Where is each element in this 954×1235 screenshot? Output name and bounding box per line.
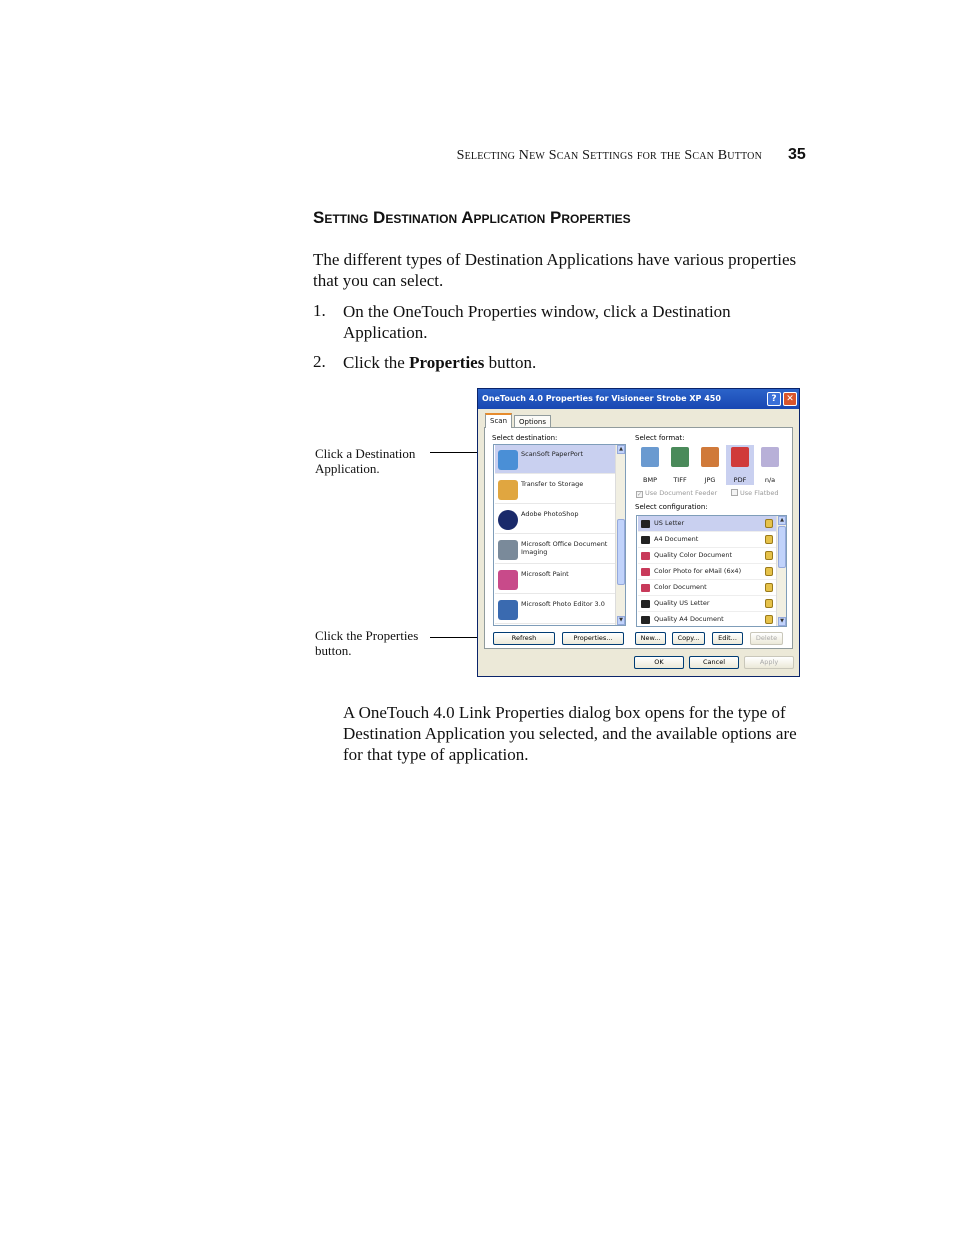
step-1-number: 1.	[313, 301, 326, 320]
use-document-feeder-label: Use Document Feeder	[645, 489, 718, 497]
format-label: BMP	[643, 476, 657, 484]
scanner-icon	[641, 520, 650, 528]
cancel-button[interactable]: Cancel	[689, 656, 739, 669]
lock-icon	[765, 519, 773, 528]
scanner-icon	[641, 616, 650, 624]
lock-icon	[765, 551, 773, 560]
onetouch-properties-dialog	[477, 388, 800, 677]
delete-button[interactable]: Delete	[750, 632, 783, 645]
destination-item[interactable]	[495, 535, 616, 564]
configuration-item[interactable]	[638, 516, 776, 532]
bmp-icon	[641, 447, 659, 467]
close-icon[interactable]: ✕	[783, 392, 797, 406]
scroll-thumb[interactable]	[617, 519, 625, 585]
step-2-number: 2.	[313, 352, 326, 371]
apply-button[interactable]: Apply	[744, 656, 794, 669]
pdf-icon	[731, 447, 749, 467]
select-format-label: Select format:	[635, 434, 685, 442]
configuration-item[interactable]	[638, 580, 776, 596]
page-number: 35	[788, 146, 806, 163]
scroll-up-icon[interactable]: ▲	[617, 445, 625, 454]
configuration-item[interactable]	[638, 548, 776, 564]
scroll-down-icon[interactable]: ▼	[617, 616, 625, 625]
configuration-item[interactable]	[638, 532, 776, 548]
result-paragraph: A OneTouch 4.0 Link Properties dialog box opens for the type of Destination Application you selected, and the available options are for that type of application.	[343, 703, 797, 764]
destination-label: Microsoft Office Document Imaging	[521, 540, 608, 556]
configuration-scrollbar[interactable]	[776, 516, 786, 626]
destination-label: Microsoft Paint	[521, 570, 569, 578]
na-icon	[761, 447, 779, 467]
configuration-label: Color Photo for eMail (6x4)	[654, 567, 742, 575]
paperport-icon	[498, 450, 518, 470]
refresh-button[interactable]: Refresh	[493, 632, 555, 645]
destination-item[interactable]	[495, 475, 616, 504]
callout-properties: Click the Properties button.	[315, 628, 419, 658]
checkbox-checked-icon: ✓	[637, 491, 643, 498]
running-header: Selecting New Scan Settings for the Scan Button	[456, 148, 762, 163]
step-2-text-before: Click the	[343, 353, 410, 372]
format-pdf[interactable]	[726, 445, 754, 485]
select-destination-label: Select destination:	[492, 434, 558, 442]
destination-label: ScanSoft PaperPort	[521, 450, 583, 458]
configuration-label: Quality Color Document	[654, 551, 733, 559]
format-label: n/a	[764, 476, 776, 484]
photo-editor-icon	[498, 600, 518, 620]
ok-button[interactable]: OK	[634, 656, 684, 669]
checkbox-unchecked-icon	[731, 489, 738, 496]
destination-label: Adobe PhotoShop	[521, 510, 579, 518]
lock-icon	[765, 535, 773, 544]
paint-icon	[498, 570, 518, 590]
configuration-item[interactable]	[638, 612, 776, 627]
intro-paragraph: The different types of Destination Applications have various properties that you can select.	[313, 250, 797, 290]
scroll-down-icon[interactable]: ▼	[778, 617, 786, 626]
configuration-label: Quality US Letter	[654, 599, 710, 607]
step-1-text: On the OneTouch Properties window, click a Destination Application.	[343, 302, 731, 342]
configuration-label: A4 Document	[654, 535, 699, 543]
format-bmp[interactable]	[636, 445, 664, 485]
dialog-title: OneTouch 4.0 Properties for Visioneer Strobe XP 450	[478, 389, 799, 409]
tiff-icon	[671, 447, 689, 467]
lock-icon	[765, 567, 773, 576]
scan-panel	[484, 427, 793, 649]
scroll-thumb[interactable]	[778, 526, 786, 568]
format-jpg[interactable]	[696, 445, 724, 485]
step-2-bold: Properties	[409, 353, 485, 372]
storage-icon	[498, 480, 518, 500]
jpg-icon	[701, 447, 719, 467]
configuration-item[interactable]	[638, 564, 776, 580]
destination-item[interactable]	[495, 595, 616, 624]
destination-item[interactable]	[495, 445, 616, 474]
configuration-label: Color Document	[654, 583, 707, 591]
scanner-icon	[641, 536, 650, 544]
destination-scrollbar[interactable]	[615, 445, 625, 625]
photoshop-icon	[498, 510, 518, 530]
color-scanner-icon	[641, 584, 650, 592]
lock-icon	[765, 615, 773, 624]
destination-item[interactable]	[495, 505, 616, 534]
new-button[interactable]: New...	[635, 632, 666, 645]
tab-options[interactable]: Options	[514, 415, 551, 428]
format-na[interactable]	[756, 445, 784, 485]
help-icon[interactable]: ?	[767, 392, 781, 406]
step-2-text-after: button.	[484, 353, 537, 372]
section-title: Setting Destination Application Properties	[313, 208, 631, 227]
copy-button[interactable]: Copy...	[672, 632, 705, 645]
tab-scan[interactable]: Scan	[485, 413, 512, 428]
use-document-feeder-checkbox[interactable]	[636, 489, 717, 498]
format-label: JPG	[704, 476, 716, 484]
scanner-icon	[641, 600, 650, 608]
configuration-label: US Letter	[654, 519, 685, 527]
format-tiff[interactable]	[666, 445, 694, 485]
destination-list	[493, 444, 626, 626]
color-scanner-icon	[641, 552, 650, 560]
step-2-text	[343, 352, 763, 373]
office-imaging-icon	[498, 540, 518, 560]
lock-icon	[765, 599, 773, 608]
select-configuration-label: Select configuration:	[635, 503, 708, 511]
destination-item[interactable]	[495, 565, 616, 594]
lock-icon	[765, 583, 773, 592]
scroll-up-icon[interactable]: ▲	[778, 516, 786, 525]
properties-button[interactable]: Properties...	[562, 632, 624, 645]
use-flatbed-checkbox[interactable]	[731, 489, 779, 497]
callout-destination: Click a Destination Application.	[315, 446, 416, 476]
configuration-list	[636, 515, 787, 627]
use-flatbed-label: Use Flatbed	[740, 489, 779, 497]
configuration-item[interactable]	[638, 596, 776, 612]
configuration-label: Quality A4 Document	[654, 615, 724, 623]
color-scanner-icon	[641, 568, 650, 576]
edit-button[interactable]: Edit...	[712, 632, 743, 645]
destination-label: Microsoft Photo Editor 3.0	[521, 600, 605, 608]
format-label: TIFF	[673, 476, 687, 484]
destination-label: Transfer to Storage	[521, 480, 584, 488]
format-label: PDF	[733, 476, 747, 484]
